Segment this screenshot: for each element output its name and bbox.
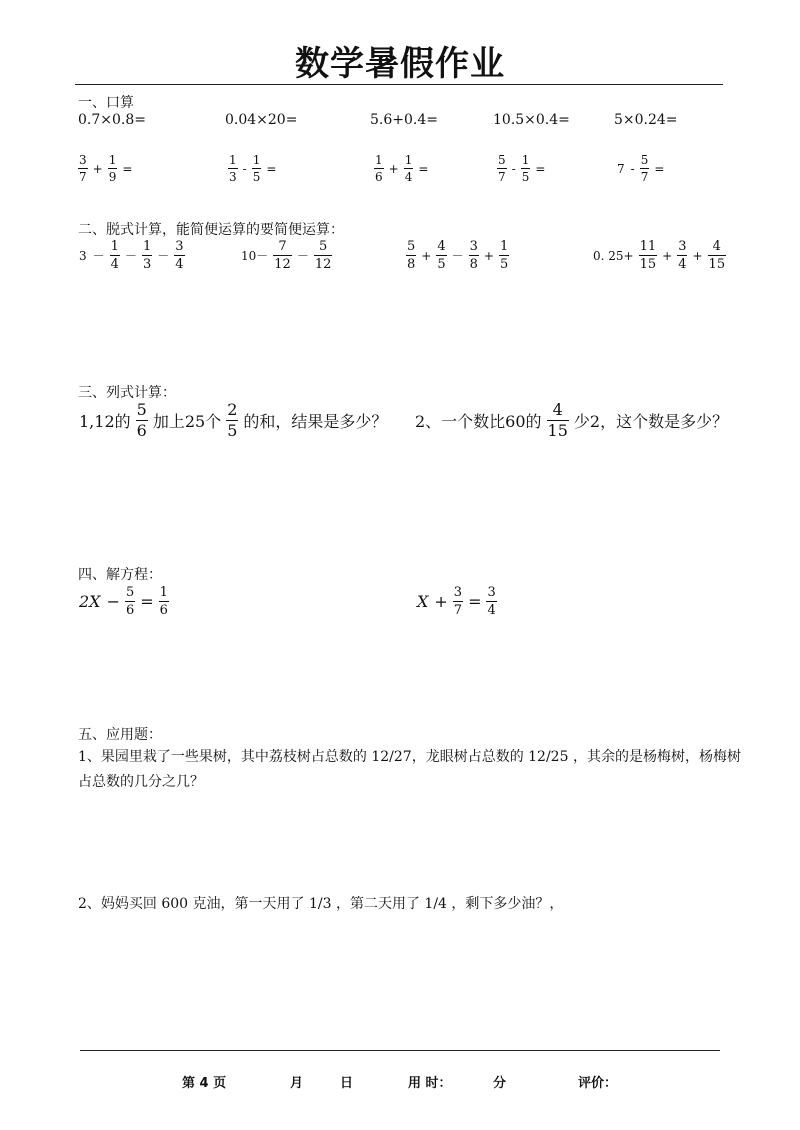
oral-fraction-2: $\frac{1}{3}$ - $\frac{1}{5}$ =	[229, 153, 277, 184]
section-2-heading: 二、脱式计算，能简便运算的要简便运算：	[78, 222, 344, 238]
section-1-heading: 一、口算	[78, 95, 134, 111]
word-problem-calc-1: 1,12的 $\frac{5}{6}$ 加上25个 $\frac{2}{5}$ 的和，结果是多少？	[79, 400, 388, 440]
footer-page: 第 4 页	[182, 1076, 227, 1091]
expression-1: 3 － $\frac{1}{4}$ － $\frac{1}{3}$ － $\frac{3}{4}$	[79, 239, 184, 272]
application-problem-1-line-1: 1、果园里栽了一些果树，其中荔枝树占总数的 12/27，龙眼树占总数的 12/25 ，其余的是杨梅树，杨梅树	[78, 749, 741, 765]
expression-2: 10－ $\frac{7}{12}$ － $\frac{5}{12}$	[241, 239, 332, 272]
section-3-heading: 三、列式计算：	[78, 385, 176, 401]
oral-fraction-1: $\frac{3}{7}$ + $\frac{1}{9}$ =	[79, 153, 133, 184]
application-problem-1-line-2: 占总数的几分之几？	[78, 774, 204, 790]
oral-item-3: 5.6+0.4=	[370, 112, 438, 128]
equation-2: X + $\frac{3}{7}$ = $\frac{3}{4}$	[417, 585, 496, 618]
oral-item-5: 5×0.24=	[614, 112, 678, 128]
oral-item-4: 10.5×0.4=	[493, 112, 570, 128]
expression-4: 0. 25+ $\frac{11}{15}$ + $\frac{3}{4}$ + $\frac{4}{15}$	[593, 239, 726, 272]
word-problem-calc-2: 2、一个数比60的 $\frac{4}{15}$ 少2，这个数是多少？	[415, 400, 729, 440]
application-problem-2: 2、妈妈买回 600 克油，第一天用了 1/3 ，第二天用了 1/4 ，剩下多少油？，	[78, 896, 564, 912]
footer-minute: 分	[493, 1076, 507, 1091]
section-4-heading: 四、解方程：	[78, 567, 162, 583]
oral-fraction-5: 7 - $\frac{5}{7}$ =	[617, 153, 665, 184]
oral-fraction-4: $\frac{5}{7}$ - $\frac{1}{5}$ =	[498, 153, 546, 184]
oral-item-2: 0.04×20=	[225, 112, 298, 128]
oral-fraction-3: $\frac{1}{6}$ + $\frac{1}{4}$ =	[375, 153, 429, 184]
header-rule	[75, 84, 723, 85]
equation-1: 2X − $\frac{5}{6}$ = $\frac{1}{6}$	[79, 585, 168, 618]
page-title: 数学暑假作业	[295, 44, 505, 84]
section-5-heading: 五、应用题：	[78, 727, 162, 743]
footer-rule	[80, 1050, 720, 1051]
footer-evaluation: 评价：	[578, 1076, 618, 1091]
oral-item-1: 0.7×0.8=	[78, 112, 146, 128]
footer-month: 月	[290, 1076, 304, 1091]
footer-day: 日	[340, 1076, 354, 1091]
expression-3: $\frac{5}{8}$ + $\frac{4}{5}$ － $\frac{3}{8}$ + $\frac{1}{5}$	[407, 239, 509, 272]
footer-time: 用 时：	[408, 1076, 452, 1091]
